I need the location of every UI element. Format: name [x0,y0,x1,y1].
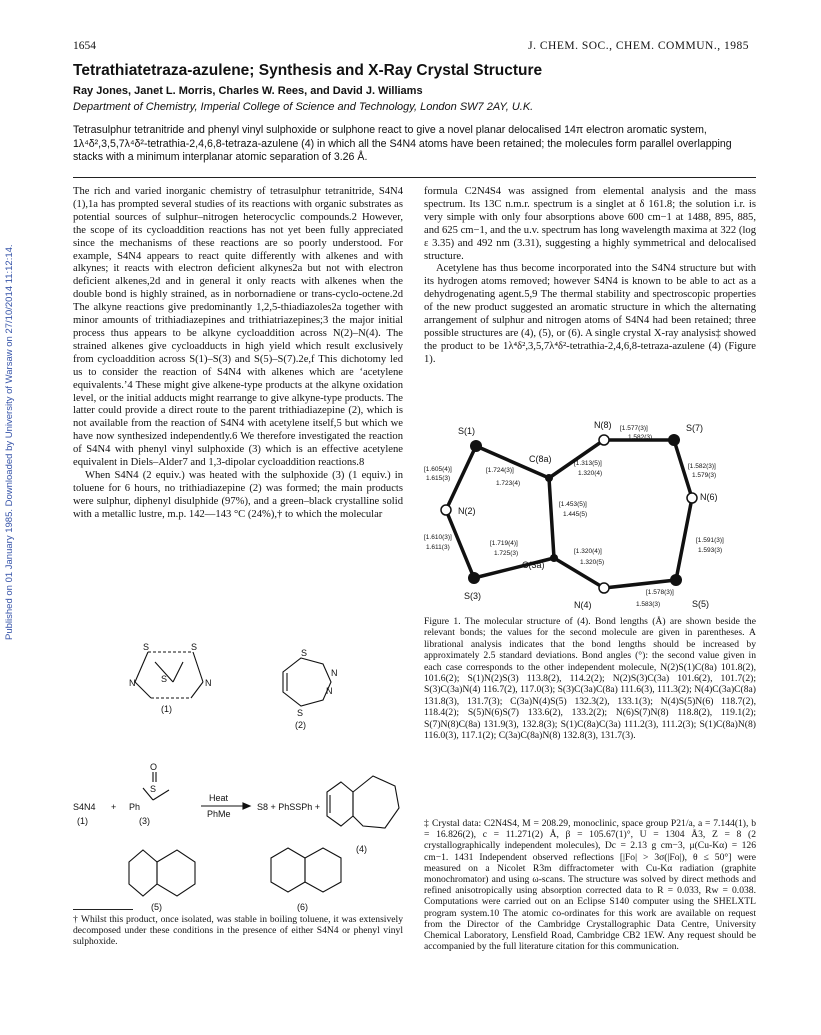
compound-label: (2) [295,720,306,730]
left-column [73,186,403,522]
bond-label: 1.582(3) [628,434,653,441]
bond-label: [1.605(4)] [424,466,452,473]
arrow-head [243,803,250,809]
atom-label: S [150,784,157,794]
atom-c8a [545,474,553,482]
bond-label: 1.445(5) [563,511,588,518]
compound-label: (4) [356,844,367,854]
paragraph: The rich and varied inorganic chemistry of tetrasulphur tetranitride, S4N4 (1),1a has prompted several studies of its reactions with organic substrates as potential sources of sulphur–nitrogen heterocyclic compounds.2 However, the scope of its cycloaddition reactions has not yet been fully appreciated since the mechanisms of these reactions are so poorly understood. For example, S4N4 appears to react quite differently with alkenes and with alkynes; it reacts with electron deficient alkynes2a but not with electron deficient alkenes,2d and in general it only reacts with alkenes when the double bond is highly strained, as in norbornadiene or trans-cyclo-octene.2d The alkyne reactions give predominantly 1,2,5-thiadiazoles2a together with minor amounts of trithiadiazepines and trithiatriazepines;3 the major initial process thus appears to be alkyne cycloaddition across N(2)–N(4). The strained alkenes give cycloadducts in high yield which result exclusively from cycloaddition across S(1)–S(3) and S(5)–S(7).2e,f This dichotomy led us to consider the reaction of S4N4 with alkenes which are ‘acetylene equivalents.’4 These might give alkene-type products at the alkyne oxidation level, or the initial adducts might rearrange to give alkyne-type products. The latter could provide a direct route to the parent trithiadiazepine (2), which is not available from the reaction of S4N4 with acetylene itself,5 but which we have now synthesized independently.6 We therefore investigated the reaction of S4N4 with phenyl vinyl sulphoxide (3) which is an effective acetylene equivalent in Diels–Alder7 and 1,3-dipolar cycloaddition reactions.8 [73,186,403,469]
atom-label: N(6) [700,492,718,502]
download-sidebar [4,180,14,640]
bond-label: 1.579(3) [692,472,717,479]
atom-label: N [326,686,333,696]
bond-label: [1.719(4)] [490,540,518,547]
atom-label: S(5) [692,599,710,609]
bond-label: [1.453(5)] [559,501,587,508]
bond-label: [1.591(3)] [696,537,724,544]
bond-label: [1.313(5)] [574,460,602,467]
atom-label: S [143,642,150,652]
structure-5 [129,850,195,896]
paragraph: When S4N4 (2 equiv.) was heated with the sulphoxide (3) (1 equiv.) in toluene for 6 hours, no trithiadiazepine (2) was formed; the main products were sulphur, diphenyl disulphide (97%), and a green–black crystalline solid with a metallic lustre, m.p. 142—143 °C (24%),† to which the molecular [73,469,403,520]
atom-n2 [441,505,451,515]
atom-s7 [668,434,680,446]
reactant-label: S4N4 [73,802,96,812]
figure-1-caption: Figure 1. The molecular structure of (4). Bond lengths (Å) are shown beside the relevant bonds; the values for the second molecule are given in parentheses. A librational analysis indicates that the bond lengths should be increased by approximately 2.5 standard deviations. Bond angles (°): the second value given in each case corresponds to the other independent molecule, N(2)S(1)C(8a) 101.8(2), 101.6(2); S(1)N(2)S(3) 113.8(2), 114.2(2); N(2)S(3)C(3a) 101.6(2), 101.7(2); S(3)C(3a)N(4) 116.7(2), 117.0(3); S(3)C(3a)C(8a) 111.6(3), 111.3(2); N(4)C(3a)C(8a) 131.8(3), 131.7(3); C(3a)N(4)S(5) 132.3(2), 133.1(3); N(4)S(5)N(6) 118.7(2), 118.4(2); S(5)N(6)S(7) 133.6(2), 133.2(2); N(6)S(7)N(8) 118.8(2), 119.1(2); S(7)N(8)C(8a) 131.9(3), 132.8(3); S(1)C(8a)C(3a) 111.2(3), 111.2(3); S(1)C(8a)N(8) 116.0(3), 117.1(2); C(3a)C(8a)N(8) 132.8(3), 131.7(3). [424,616,756,742]
atom-label: N(2) [458,506,476,516]
atom-label: S(7) [686,423,704,433]
atom-n8 [599,435,609,445]
atom-s5 [670,574,682,586]
structure-4 [327,776,399,828]
atom-label: C(3a) [522,560,545,570]
bond-label: [1.724(3)] [486,467,514,474]
bond-label: 1.725(3) [494,550,519,557]
atom-label: S(1) [458,426,476,436]
bond-label: 1.320(5) [580,559,605,566]
compound-label: (1) [77,816,88,826]
condition-solvent: PhMe [207,809,231,819]
atom-label: N [331,668,338,678]
atom-n6 [687,493,697,503]
right-column [424,186,756,367]
compound-label: (5) [151,902,162,912]
atom-label: C(8a) [529,454,552,464]
condition-heat: Heat [209,793,229,803]
atom-n4 [599,583,609,593]
atom-c3a [550,554,558,562]
download-note[interactable]: Published on 01 January 1985. Downloaded by University of Warsaw on 27/10/2014 11:12:14. [4,244,15,640]
structure-6 [271,848,341,892]
atom-label: N(4) [574,600,592,610]
footnote-divider [73,909,133,910]
bond-label: 1.593(3) [698,547,723,554]
footnote: † Whilst this product, once isolated, was stable in boiling toluene, it was extensively decomposed under these conditions in the presence of either S4N4 or phenyl vinyl sulphoxide. [73,914,403,948]
bond-label: 1.320(4) [578,470,603,477]
article-title: Tetrathiatetraza-azulene; Synthesis and X-Ray Crystal Structure [73,62,543,79]
bond-label: 1.615(3) [426,475,451,482]
structure-2 [283,658,331,706]
journal-header: J. CHEM. SOC., CHEM. COMMUN., 1985 [528,40,749,52]
atom-label: S [301,648,308,658]
bond-label: [1.320(4)] [574,548,602,555]
bond-label: 1.611(3) [426,544,450,551]
bond-label: 1.583(3) [636,601,661,608]
atom-label: S [297,708,304,718]
reaction-scheme [73,640,413,912]
authors: Ray Jones, Janet L. Morris, Charles W. Rees, and David J. Williams [73,85,423,97]
crystal-data-footnote: ‡ Crystal data: C2N4S4, M = 208.29, monoclinic, space group P21/a, a = 7.144(1), b = 16.826(2), c = 11.271(2) Å, β = 105.67(1)°, U = 1304 Å3, Z = 8 (2 crystallographically independent molecules), Dc = 2.13 g cm−3, μ(Cu-Kα) = 126 cm−1. 1431 Independent observed reflections [|Fo| > 3σ(|Fo|), θ ≤ 50°] were measured on a Nicolet R3m diffractometer with Cu-Kα radiation (graphite monochromator) and using ω-scans. The structure was solved by direct methods and refined anisotropically using absorption corrected data to R = 0.033, Rw = 0.038. Computations were carried out on an Eclipse S140 computer using the SHELXTL program system.10 The atomic co-ordinates for this work are available on request from the Director of the Cambridge Crystallographic Data Centre, University Chemical Laboratory, Lensfield Road, Cambridge CB2 1EW. Any request should be accompanied by the full literature citation for this communication. [424,818,756,953]
compound-label: (6) [297,902,308,912]
affiliation: Department of Chemistry, Imperial College of Science and Technology, London SW7 2AY, U.K. [73,101,534,113]
bond-label: 1.723(4) [496,480,521,487]
compound-label: (1) [161,704,172,714]
plus-sign: + [111,802,117,812]
atom-label: S(3) [464,591,482,601]
phenyl-label: Ph [129,802,141,812]
bond-label: [1.577(3)] [620,425,648,432]
bond-label: [1.610(3)] [424,534,452,541]
figure-1-structure [424,418,756,613]
compound-label: (3) [139,816,150,826]
atom-label: S [191,642,198,652]
page-number: 1654 [73,40,96,52]
abstract-divider [73,177,756,178]
atom-s1 [470,440,482,452]
atom-label: O [150,762,158,772]
atom-label: N(8) [594,420,612,430]
atom-label: N [205,678,212,688]
bond-label: [1.582(3)] [688,463,716,470]
abstract: Tetrasulphur tetranitride and phenyl vinyl sulphoxide or sulphone react to give a novel planar delocalised 14π electron aromatic system, 1λ⁴δ²,3,5,7λ⁴δ²-tetrathia-2,4,6,8-tetraza-azulene (4) in which all the S4N4 atoms have been retained; the molecules form parallel overlapping stacks with a minimum interplanar atomic separation of 3.26 Å. [73,124,732,163]
atom-label: S [161,674,168,684]
products-label: S8 + PhSSPh + [257,802,321,812]
paragraph: formula C2N4S4 was assigned from elemental analysis and the mass spectrum. Its 13C n.m.r. spectrum is a singlet at δ 161.8; the solution i.r. is very simple with only four absorptions above 600 cm−1 at 1488, 895, 885, and 625 cm−1, and the u.v. spectrum has long wavelength maxima at 322 (log ε 3.35) and 492 nm (3.31), suggesting a highly symmetrical and delocalised structure. [424,186,756,262]
bond-label: [1.578(3)] [646,589,674,596]
atom-label: N [129,678,136,688]
structure-1 [135,652,203,698]
atom-s3 [468,572,480,584]
paragraph: Acetylene has thus become incorporated into the S4N4 structure but with its hydrogen atoms removed; however S4N4 is known to be able to act as a dehydrogenating agent.5,9 The thermal stability and spectroscopic properties of the new product suggested an aromatic structure in which the alternating arrangement of sulphur and nitrogen atoms of S4N4 had been retained; three possible structures are (4), (5), or (6). A single crystal X-ray analysis‡ showed the product to be 1λ⁴δ²,3,5,7λ⁴δ²-tetrathia-2,4,6,8-tetraza-azulene (4) (Figure 1). [424,263,756,365]
